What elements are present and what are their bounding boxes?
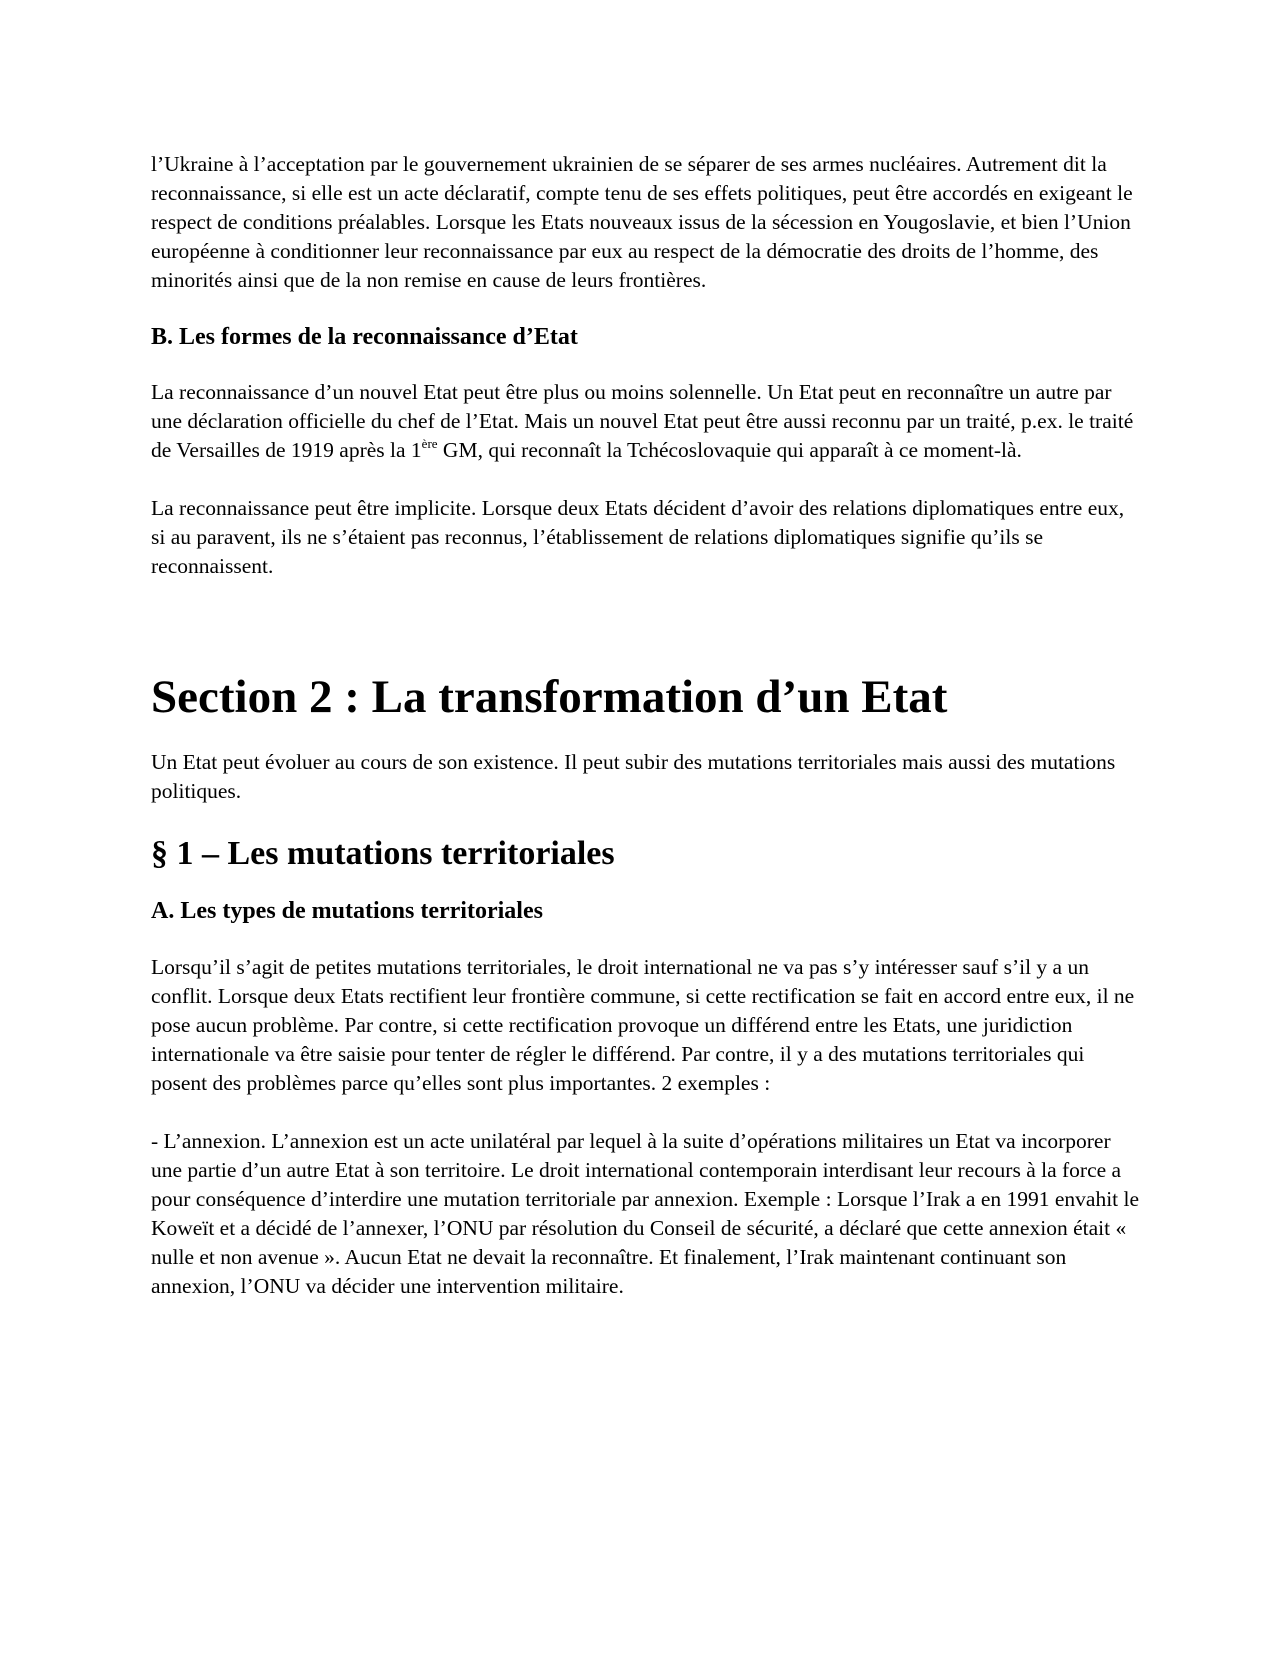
subsection-title: § 1 – Les mutations territoriales xyxy=(151,835,615,872)
paragraph-implicite: La reconnaissance peut être implicite. Lorsque deux Etats décident d’avoir des relations diplomatiques entre eux, si au paravent, ils ne s’étaient pas reconnus, l’établissement de relations diplomatiques signifie qu’ils se reconnaissent. xyxy=(151,496,1125,578)
paragraph-types: Lorsqu’il s’agit de petites mutations territoriales, le droit international ne va pas s’y intéresser sauf s’il y a un conflit. Lorsque deux Etats rectifient leur frontière commune, si cette rectification se fait en accord entre eux, il ne pose aucun problème. Par contre, si cette rectification provoque un différend entre les Etats, une juridiction internationale va être saisie pour tenter de régler le différend. Par contre, il y a des mutations territoriales qui posent des problèmes parce qu’elles sont plus importantes. 2 exemples : xyxy=(151,955,1135,1095)
paragraph-intro: l’Ukraine à l’acceptation par le gouvernement ukrainien de se séparer de ses armes nucléaires. Autrement dit la reconnaissance, si elle est un acte déclaratif, compte tenu de ses effets politiques, peut être accordés en exigeant le respect de conditions préalables. Lorsque les Etats nouveaux issus de la sécession en Yougoslavie, et bien l’Union européenne à conditionner leur reconnaissance par eux au respect de la démocratie des droits de l’homme, des minorités ainsi que de la non remise en cause de leurs frontières. xyxy=(151,152,1133,292)
section-title: Section 2 : La transformation d’un Etat xyxy=(151,671,948,723)
paragraph-section: Un Etat peut évoluer au cours de son existence. Il peut subir des mutations territoriales mais aussi des mutations politiques. xyxy=(151,750,1116,803)
superscript-ere: ère xyxy=(421,436,438,451)
document-page xyxy=(151,150,1141,1301)
paragraph-formes-text-2: GM, qui reconnaît la Tchécoslovaquie qui apparaît à ce moment-là. xyxy=(437,438,1022,462)
paragraph-formes xyxy=(151,378,1141,465)
paragraph-formes-text-1: La reconnaissance d’un nouvel Etat peut être plus ou moins solennelle. Un Etat peut en reconnaître un autre par une déclaration officielle du chef de l’Etat. Mais un nouvel Etat peut être aussi reconnu par un traité, p.ex. le traité de Versailles de 1919 après la 1 xyxy=(151,380,1134,462)
heading-types-mutations: A. Les types de mutations territoriales xyxy=(151,898,543,924)
paragraph-annexion: - L’annexion. L’annexion est un acte unilatéral par lequel à la suite d’opérations militaires un Etat va incorporer une partie d’un autre Etat à son territoire. Le droit international contemporain interdisant leur recours à la force a pour conséquence d’interdire une mutation territoriale par annexion. Exemple : Lorsque l’Irak a en 1991 envahit le Koweït et a décidé de l’annexer, l’ONU par résolution du Conseil de sécurité, a déclaré que cette annexion était « nulle et non avenue ». Aucun Etat ne devait la reconnaître. Et finalement, l’Irak maintenant continuant son annexion, l’ONU va décider une intervention militaire. xyxy=(151,1129,1140,1298)
heading-formes-reconnaissance: B. Les formes de la reconnaissance d’Etat xyxy=(151,324,578,350)
